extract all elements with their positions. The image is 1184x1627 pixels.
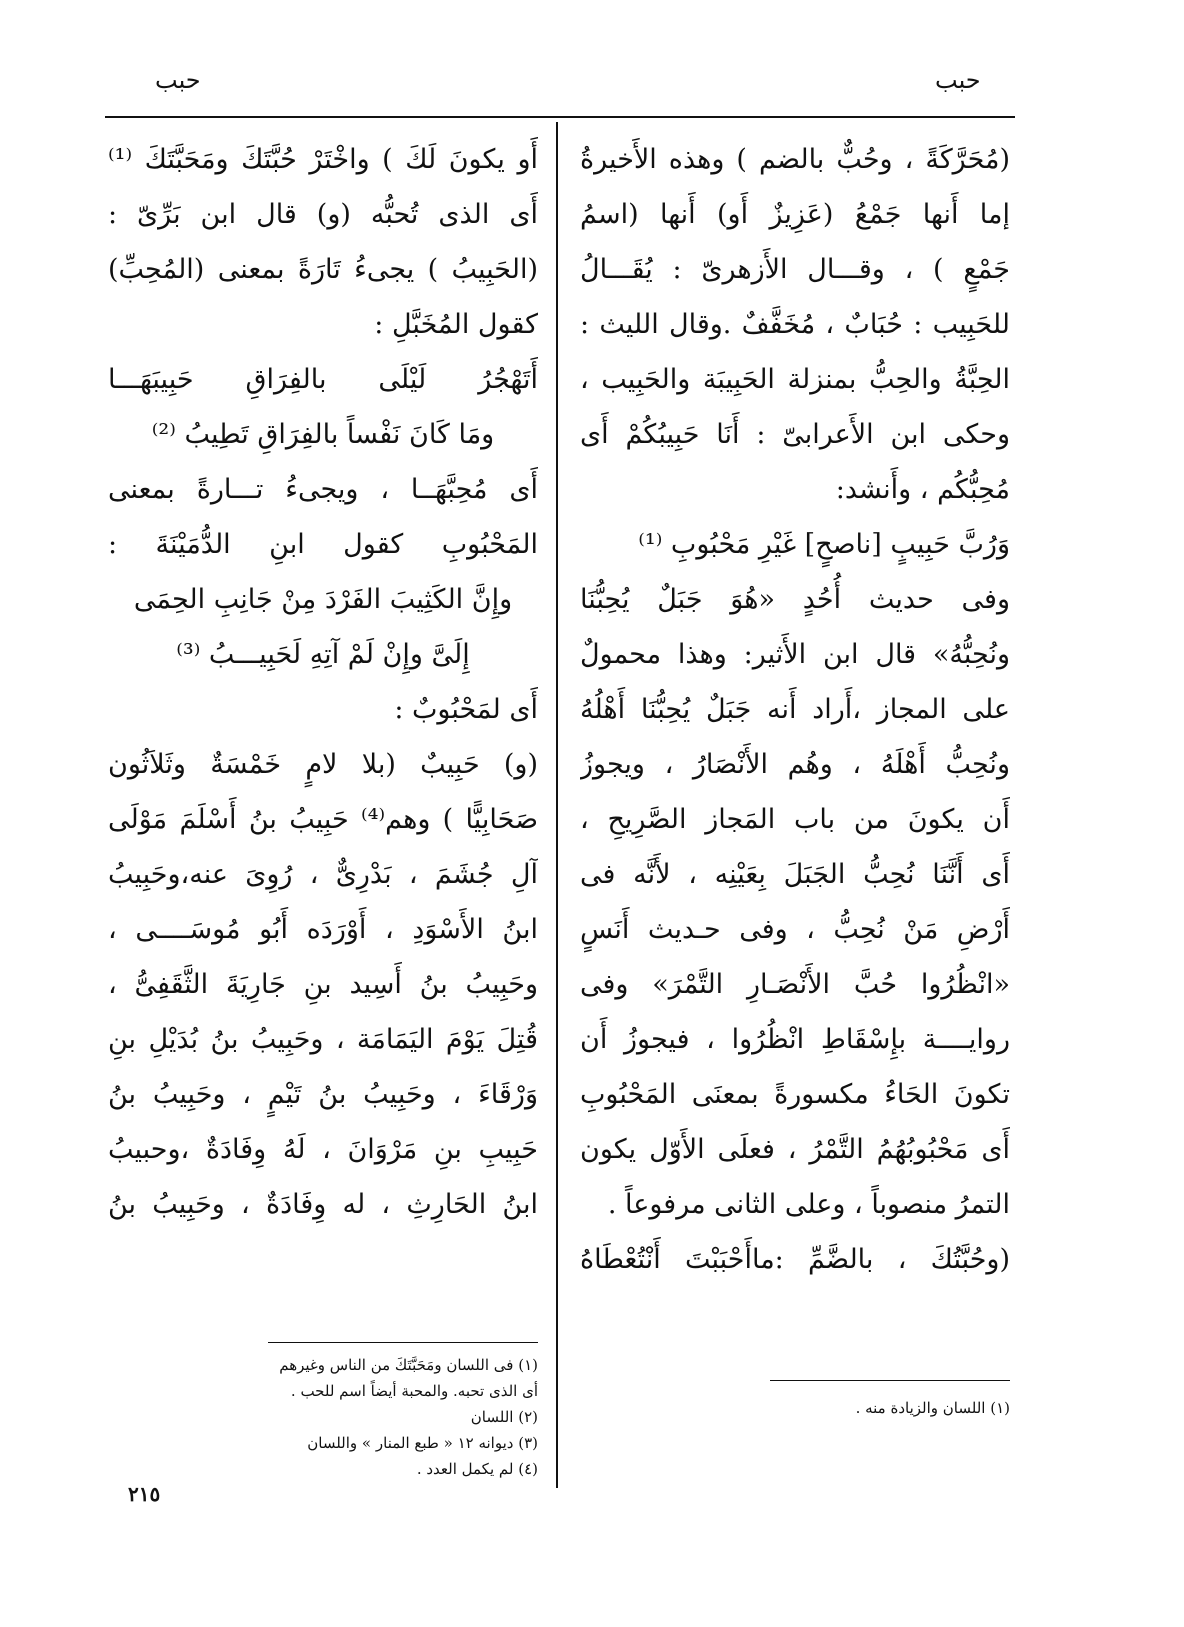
text-line: أَى مَحْبُوبُهُمُ التَّمْرُ ، فعلَى الأَوّل يكون xyxy=(580,1134,1010,1165)
text-line: جَمْعٍ ) ، وقـــال الأَزهرىّ : يُقَـــالُ xyxy=(580,254,1010,285)
text-line: ونُحِبُّ أَهْلَهُ ، وهُم الأَنْصَارُ ، ويجوزُ xyxy=(580,749,1010,780)
text-line: على المجاز ،أَراد أَنه جَبَلٌ يُحِبُّنَا أَهْلُهُ xyxy=(580,694,1010,725)
left-column xyxy=(108,132,538,1232)
text-line: أَن يكونَ من باب المَجاز الصَّرِيحِ ، xyxy=(580,804,1010,835)
footnote-rule-left xyxy=(268,1342,538,1343)
text-line: آلِ جُشَمَ ، بَدْرِىٌّ ، رُوِىَ عنه،وحَبِيبُ xyxy=(108,859,538,890)
text-line: (الحَبِيبُ ) يجىءُ تَارَةً بمعنى (المُحِبِّ) xyxy=(108,254,538,285)
verse-line: وإِنَّ الكَثِيبَ الفَرْدَ مِنْ جَانِبِ الحِمَى xyxy=(133,584,513,615)
text-line: (مُحَرَّكَةً ، وحُبٌّ بالضم ) وهذه الأَخيرةُ xyxy=(580,144,1010,175)
text-line: التمرُ منصوباً ، وعلى الثانى مرفوعاً . xyxy=(607,1189,1010,1220)
running-header-left: حبب xyxy=(155,66,201,94)
text-line: تكونَ الحَاءُ مكسورةً بمعنَى المَحْبُوبِ xyxy=(580,1079,1010,1110)
text-line: ابنُ الأَسْوَدِ ، أَوْرَدَه أَبُو مُوسَــــى ، xyxy=(108,914,538,945)
text-line: قُتِلَ يَوْمَ اليَمَامَة ، وحَبِيبُ بنُ بُدَيْلِ بنِ xyxy=(108,1024,538,1055)
footnote: (١) فى اللسان ومَحَبَّتَكَ من الناس وغيرهم xyxy=(279,1356,538,1374)
column-divider xyxy=(556,122,558,1488)
text-line: أَى الذى تُحبُّه (و) قال ابن بَرِّىّ : xyxy=(108,199,538,230)
footnote: (٣) ديوانه ١٢ « طبع المنار » واللسان xyxy=(307,1434,538,1452)
text-line: الحِبَّةُ والحِبُّ بمنزلة الحَبِيبَة والحَبِيب ، xyxy=(580,364,1010,395)
footnote: أى الذى تحبه. والمحبة أيضاً اسم للحب . xyxy=(290,1382,538,1400)
text-line: أَى لمَحْبُوبٌ : xyxy=(394,694,538,725)
text-line: صَحَابِيًّا ) وهم⁽⁴⁾ حَبِيبُ بنُ أَسْلَمَ مَوْلَى xyxy=(108,804,538,835)
verse-line: إِلَىَّ وإِنْ لَمْ آتِهِ لَحَبِيـــبُ ⁽³⁾ xyxy=(176,639,470,670)
text-line: (و) حَبِيبٌ (بلا لامٍ خَمْسَةٌ وثَلاَثُون xyxy=(108,749,538,780)
text-line: روايــــة بإِسْقَاطِ انْظُرُوا ، فيجوزُ أَن xyxy=(580,1024,1010,1055)
footnote-rule-right xyxy=(770,1380,1010,1381)
text-line: كقول المُخَبَّلِ : xyxy=(374,309,538,340)
page-number: ٢١٥ xyxy=(128,1482,161,1506)
text-line: وحَبِيبُ بنُ أَسِيد بنِ جَارِيَةَ الثَّقَفِىُّ ، xyxy=(108,969,538,1000)
text-line: حَبِيبِ بنِ مَرْوَانَ ، لَهُ وِفَادَةٌ ،وحبيبُ xyxy=(108,1134,538,1165)
text-line: إما أَنها جَمْعُ (عَزِيزٌ أَو) أَنها (اسمُ xyxy=(580,199,1010,230)
footnote: (٤) لم يكمل العدد . xyxy=(416,1460,538,1478)
text-line: ونُحِبُّهُ» قال ابن الأَثير: وهذا محمولٌ xyxy=(580,639,1010,670)
text-line: وفى حديث أُحُدٍ «هُوَ جَبَلٌ يُحِبُّنَا xyxy=(580,584,1010,615)
text-line: أَى أَنَّنَا نُحِبُّ الجَبَلَ بِعَيْنِه ، لأَنَّه فى xyxy=(580,859,1010,890)
right-column xyxy=(580,132,1010,1287)
text-line: وحكى ابن الأَعرابىّ : أَنَا حَبِيبُكُمْ أَى xyxy=(580,419,1010,450)
text-line: (وحُبَّتُكَ ، بالضَّمِّ :ماأَحْبَبْتَ أَنْتُعْطَاهُ xyxy=(580,1244,1010,1275)
text-line: أَرْضِ مَنْ نُحِبُّ ، وفى حـديث أَنَسٍ xyxy=(580,914,1010,945)
text-line: ابنُ الحَارِثِ ، له وِفَادَةٌ ، وحَبِيبُ بنُ xyxy=(108,1189,538,1220)
footnote: (٢) اللسان xyxy=(470,1408,538,1426)
text-line: أَو يكونَ لَكَ ) واخْتَرْ حُبَّتَكَ ومَحَبَّتَكَ ⁽¹⁾ xyxy=(108,144,538,175)
text-line: المَحْبُوبِ كقول ابنِ الدُّمَيْنَةَ : xyxy=(108,529,538,560)
footnote: (١) اللسان والزيادة منه . xyxy=(855,1399,1010,1417)
verse-line: أَتَهْجُرُ لَيْلَى بالفِرَاقِ حَبِيبَهَـــا xyxy=(108,364,538,395)
verse-line: وَرُبَّ حَبِيبٍ [ناصحٍ] غَيْرِ مَحْبُوبِ ⁽¹⁾ xyxy=(638,529,1010,560)
text-line: مُحِبُّكُم ، وأَنشد: xyxy=(835,474,1010,505)
running-header-right: حبب xyxy=(935,66,981,94)
text-line: أَى مُحِبَّهَــا ، ويجىءُ تـــارةً بمعنى xyxy=(108,474,538,505)
footnotes-left xyxy=(200,1352,538,1482)
footnotes-right xyxy=(760,1395,1010,1421)
text-line: للحَبِيب : حُبَابٌ ، مُخَفَّفٌ .وقال الليث : xyxy=(580,309,1010,340)
header-rule xyxy=(105,116,1015,118)
verse-line: ومَا كَانَ نَفْساً بالفِرَاقِ تَطِيبُ ⁽²⁾ xyxy=(151,419,495,450)
text-line: «انْظُرُوا حُبَّ الأَنْصَـارِ التَّمْرَ» وفى xyxy=(580,969,1010,1000)
text-line: وَرْقَاءَ ، وحَبِيبُ بنُ تَيْمٍ ، وحَبِيبُ بنُ xyxy=(108,1079,538,1110)
